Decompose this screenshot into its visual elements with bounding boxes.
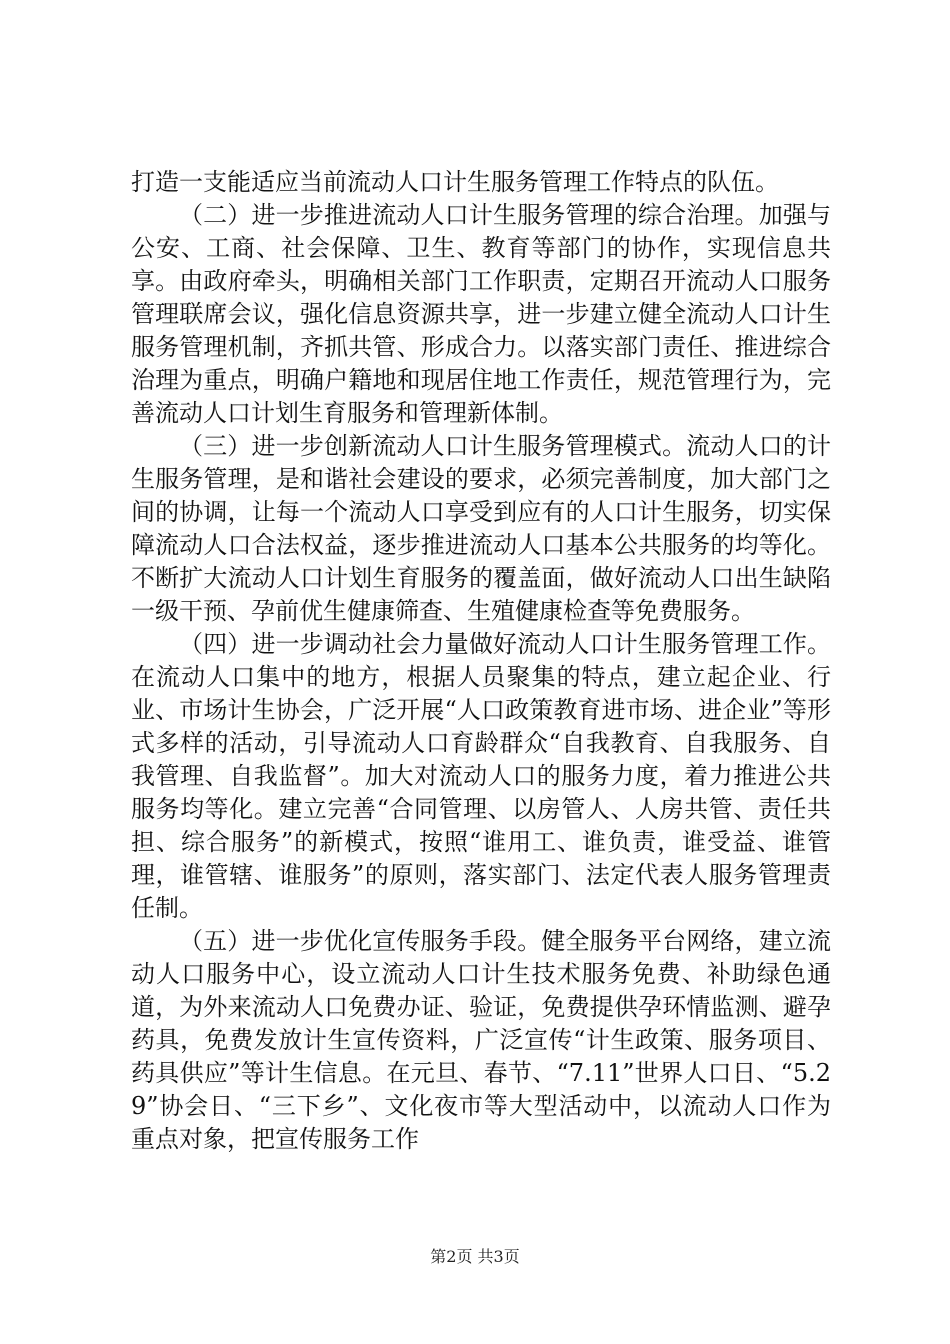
page-number-footer: 第2页 共3页 [430, 1247, 520, 1266]
paragraph-continuation: 打造一支能适应当前流动人口计生服务管理工作特点的队伍。 [131, 168, 779, 196]
paragraph-section-5: （五）进一步优化宣传服务手段。健全服务平台网络，建立流动人口服务中心，设立流动人口计生技术服务免费、补助绿色通道，为外来流动人口免费办证、验证，免费提供孕环情监测、避孕药具，免费发放计生宣传资料，广泛宣传“计生政策、服务项目、药具供应”等计生信息。在元旦、春节、“7.11”世界人口日、“5.29”协会日、“三下乡”、文化夜市等大型活动中，以流动人口作为重点对象，把宣传服务工作 [131, 927, 831, 1153]
paragraph-section-4: （四）进一步调动社会力量做好流动人口计生服务管理工作。在流动人口集中的地方，根据人员聚集的特点，建立起企业、行业、市场计生协会，广泛开展“人口政策教育进市场、进企业”等形式多样的活动，引导流动人口育龄群众“自我教育、自我服务、自我管理、自我监督”。加大对流动人口的服务力度，着力推进公共服务均等化。建立完善“合同管理、以房管人、人房共管、责任共担、综合服务”的新模式，按照“谁用工、谁负责，谁受益、谁管理，谁管辖、谁服务”的原则，落实部门、法定代表人服务管理责任制。 [131, 630, 831, 922]
paragraph-section-2: （二）进一步推进流动人口计生服务管理的综合治理。加强与公安、工商、社会保障、卫生、教育等部门的协作，实现信息共享。由政府牵头，明确相关部门工作职责，定期召开流动人口服务管理联席会议，强化信息资源共享，进一步建立健全流动人口计生服务管理机制，齐抓共管、形成合力。以落实部门责任、推进综合治理为重点，明确户籍地和现居住地工作责任，规范管理行为，完善流动人口计划生育服务和管理新体制。 [131, 201, 831, 427]
document-body [131, 166, 831, 1156]
paragraph-section-3: （三）进一步创新流动人口计生服务管理模式。流动人口的计生服务管理，是和谐社会建设的要求，必须完善制度，加大部门之间的协调，让每一个流动人口享受到应有的人口计生服务，切实保障流动人口合法权益，逐步推进流动人口基本公共服务的均等化。不断扩大流动人口计划生育服务的覆盖面，做好流动人口出生缺陷一级干预、孕前优生健康筛查、生殖健康检查等免费服务。 [131, 432, 831, 625]
